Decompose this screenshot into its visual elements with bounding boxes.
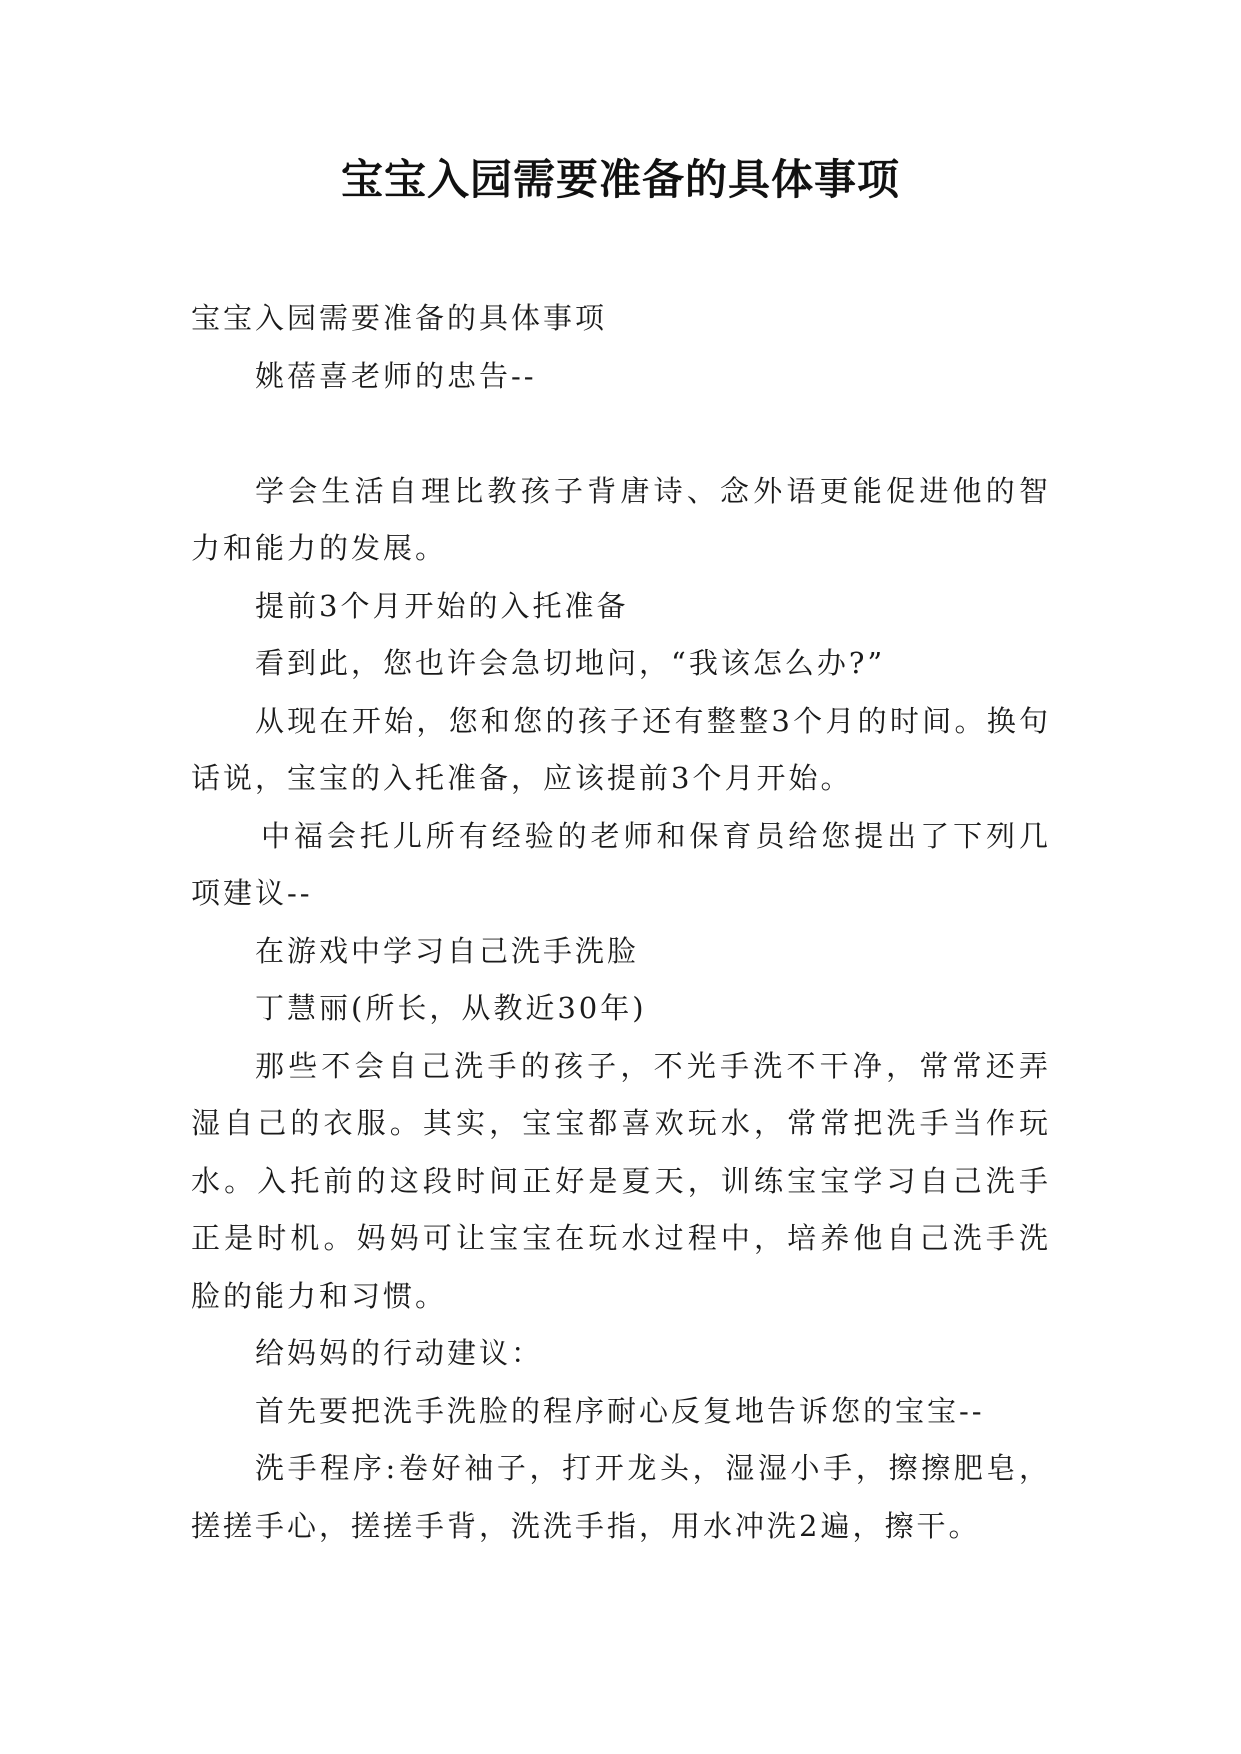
paragraph-subtitle: 宝宝入园需要准备的具体事项 <box>191 301 608 335</box>
paragraph-hand-washing-steps: 洗手程序:卷好袖子，打开龙头，湿湿小手，擦擦肥皂，搓搓手心，搓搓手背，洗洗手指，用水冲洗2遍，擦干。 <box>191 1451 1051 1543</box>
paragraph-suggestions-intro: 中福会托儿所有经验的老师和保育员给您提出了下列几项建议-- <box>191 818 1051 910</box>
paragraph-spacer <box>191 405 1051 463</box>
paragraph-washing-details: 那些不会自己洗手的孩子，不光手洗不干净，常常还弄湿自己的衣服。其实，宝宝都喜欢玩水，常常把洗手当作玩水。入托前的这段时间正好是夏天，训练宝宝学习自己洗手正是时机。妈妈可让宝宝在玩水过程中，培养他自己洗手洗脸的能力和习惯。 <box>191 1048 1051 1313</box>
paragraph-heading-action: 给妈妈的行动建议： <box>255 1336 544 1370</box>
paragraph-author: 丁慧丽(所长，从教近30年) <box>255 991 647 1025</box>
document-body <box>191 290 1051 1555</box>
paragraph-self-care: 学会生活自理比教孩子背唐诗、念外语更能促进他的智力和能力的发展。 <box>191 473 1051 565</box>
paragraph-three-months: 从现在开始，您和您的孩子还有整整3个月的时间。换句话说，宝宝的入托准备，应该提前3个月开始。 <box>191 703 1051 795</box>
paragraph-teacher-advice: 姚蓓喜老师的忠告-- <box>255 358 537 393</box>
paragraph-heading-preparation: 提前3个月开始的入托准备 <box>255 588 629 623</box>
paragraph-heading-washing: 在游戏中学习自己洗手洗脸 <box>255 933 640 968</box>
document-title: 宝宝入园需要准备的具体事项 <box>340 155 900 204</box>
paragraph-procedure-intro: 首先要把洗手洗脸的程序耐心反复地告诉您的宝宝-- <box>255 1393 985 1428</box>
paragraph-question: 看到此，您也许会急切地问，“我该怎么办?” <box>255 646 886 680</box>
